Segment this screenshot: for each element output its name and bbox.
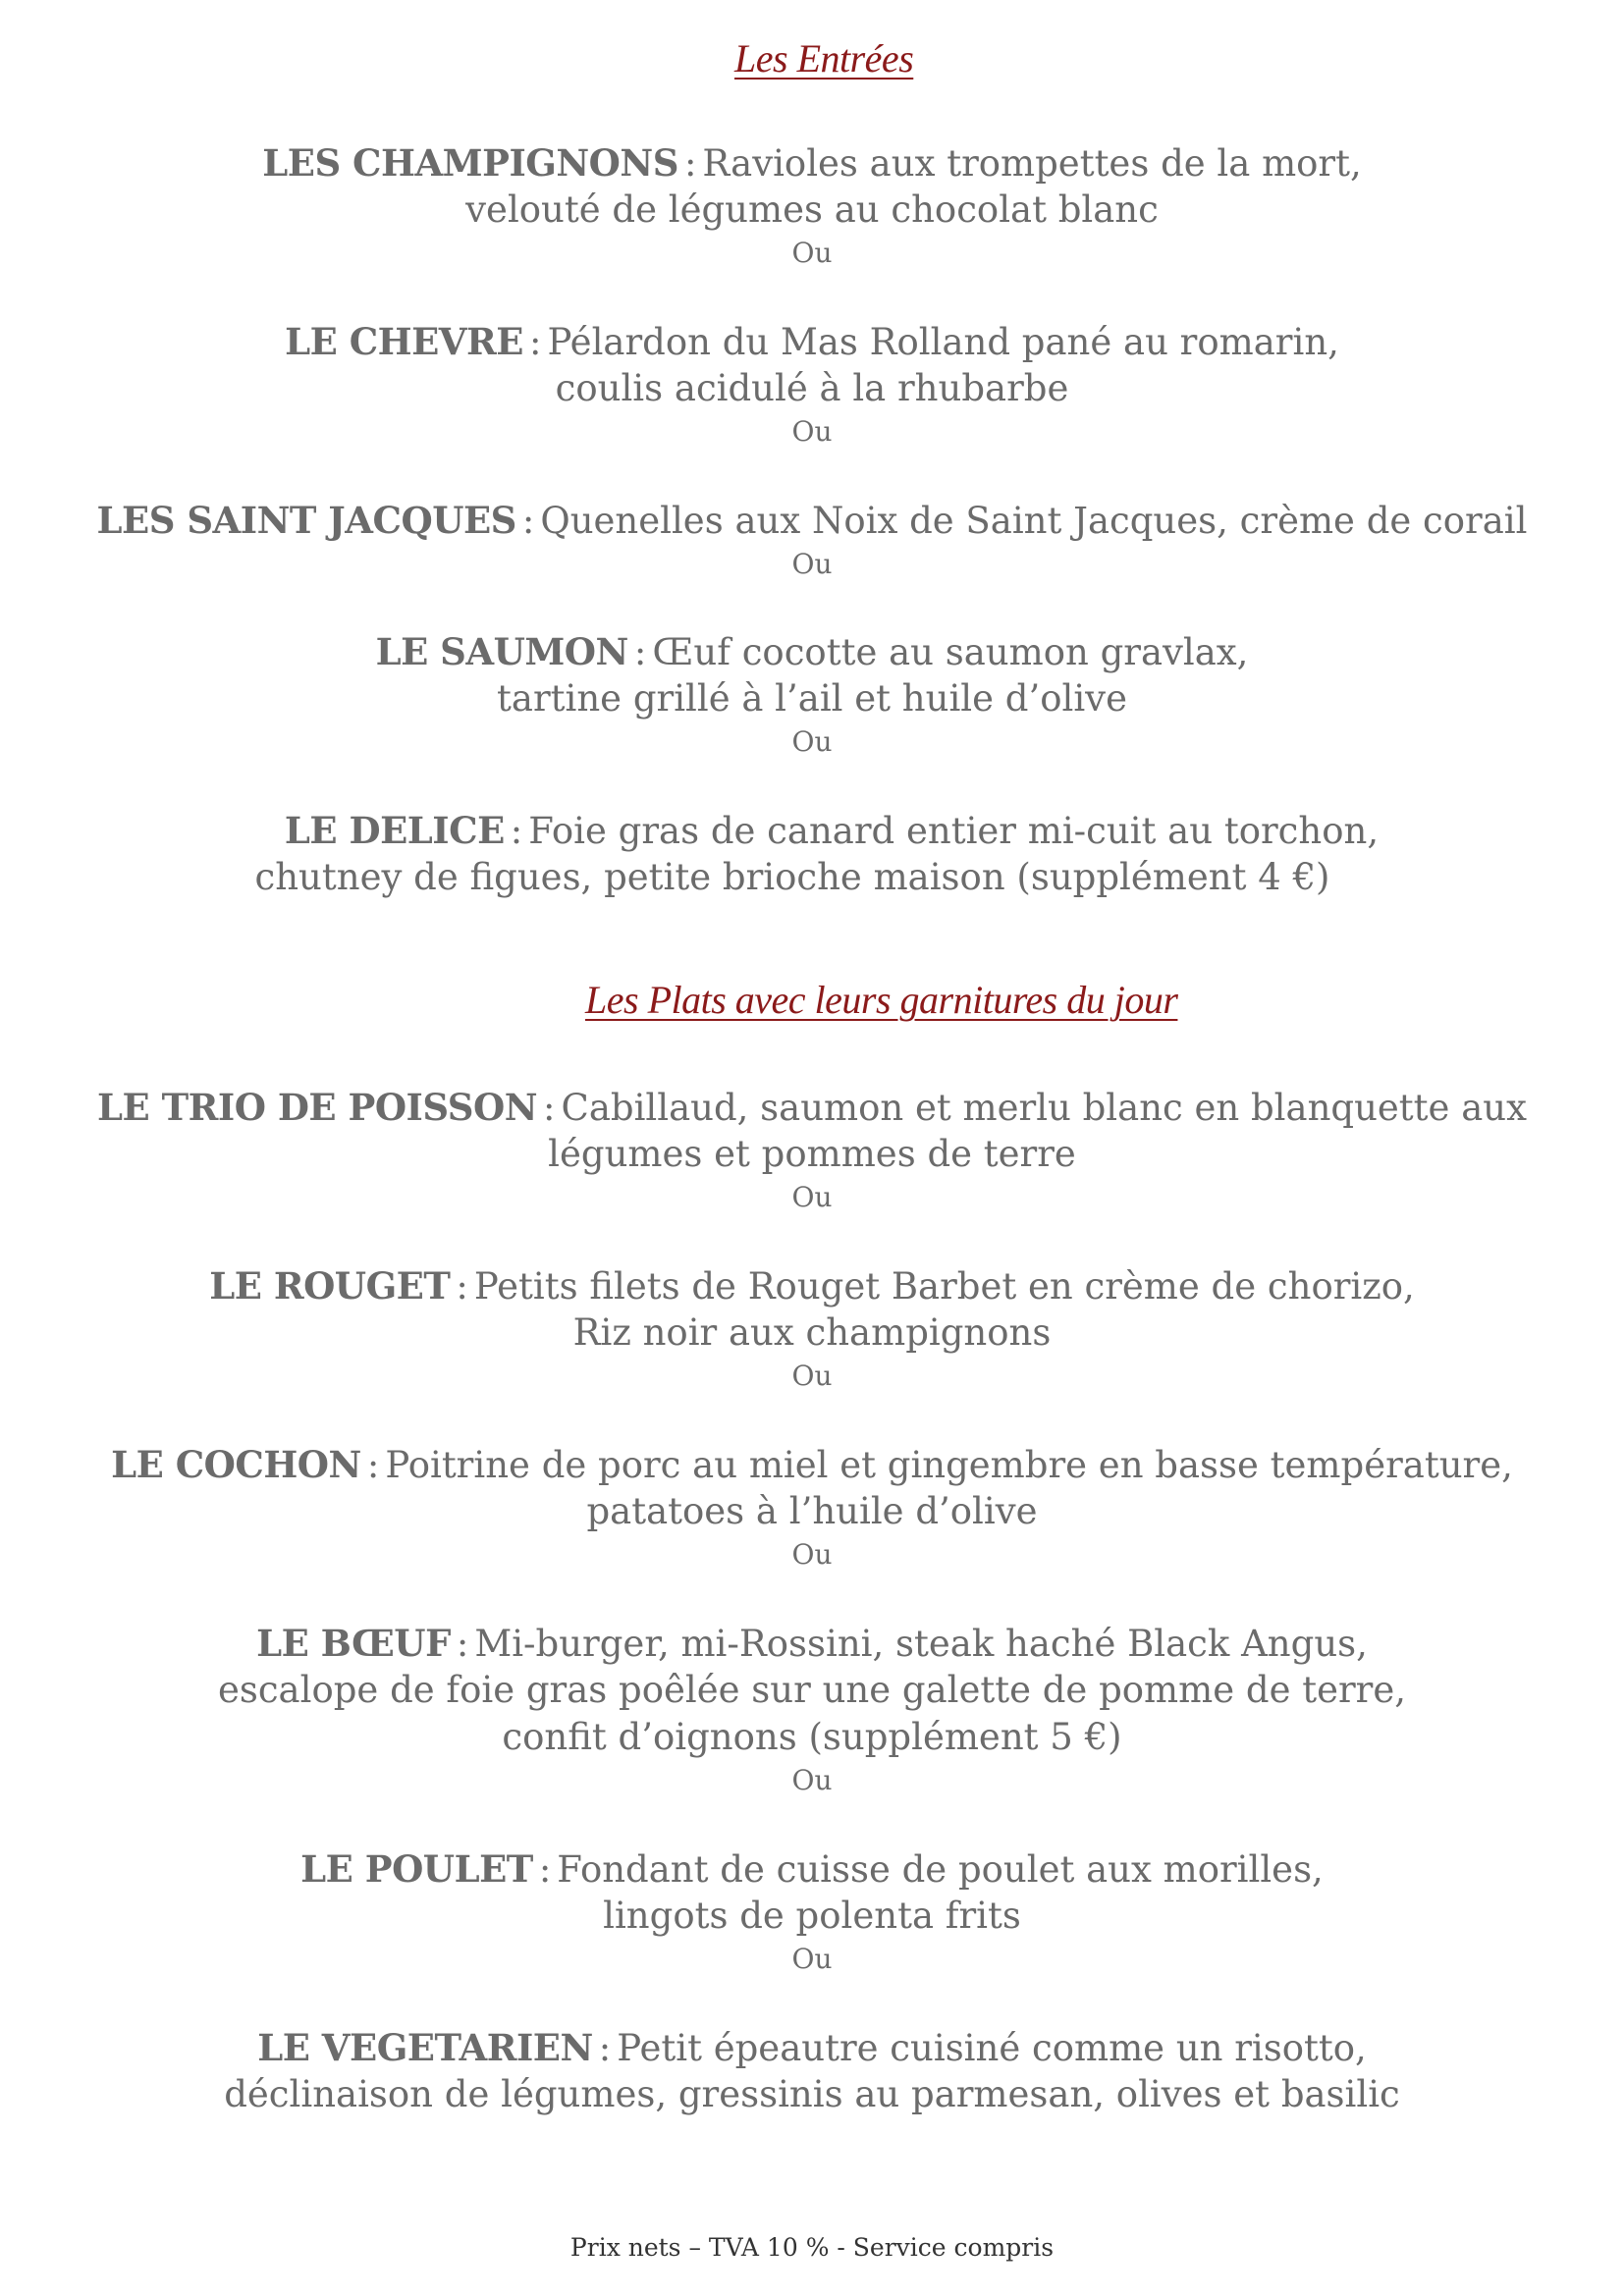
dish-description: Ravioles aux trompettes de la mort, bbox=[702, 142, 1362, 185]
entree-chevre bbox=[0, 318, 1624, 366]
dish-description: Foie gras de canard entier mi-cuit au torchon, bbox=[528, 810, 1380, 852]
dish-name: LE DELICE bbox=[284, 809, 505, 852]
dish-description-line: patatoes à l’huile d’olive bbox=[586, 1490, 1038, 1532]
dish-name: LES SAINT JACQUES bbox=[96, 499, 516, 542]
dish-description: Œuf cocotte au saumon gravlax, bbox=[652, 631, 1249, 673]
entree-champignons bbox=[0, 139, 1624, 187]
dish-description-line: Riz noir aux champignons bbox=[572, 1311, 1052, 1354]
dish-description: Quenelles aux Noix de Saint Jacques, crème de corail bbox=[540, 500, 1528, 542]
dish-name: LES CHAMPIGNONS bbox=[262, 141, 678, 185]
separator: : bbox=[543, 1087, 556, 1129]
dish-description: Petit épeautre cuisiné comme un risotto, bbox=[617, 2027, 1367, 2069]
dish-description: Pélardon du Mas Rolland pané au romarin, bbox=[547, 321, 1339, 363]
separator: : bbox=[598, 2027, 612, 2069]
dish-description-line: escalope de foie gras poêlée sur une galette de pomme de terre, bbox=[217, 1669, 1407, 1711]
dish-description: Cabillaud, saumon et merlu blanc en blanquette aux bbox=[561, 1087, 1527, 1129]
or-separator: Ou bbox=[791, 1538, 833, 1571]
entree-saint-jacques bbox=[0, 497, 1624, 545]
entrees-heading: Les Entrées bbox=[734, 36, 914, 80]
separator: : bbox=[456, 1265, 468, 1308]
dish-name: LE SAUMON bbox=[375, 630, 628, 673]
or-separator: Ou bbox=[791, 725, 833, 758]
dish-description: Fondant de cuisse de poulet aux morilles, bbox=[557, 1848, 1324, 1891]
or-separator: Ou bbox=[791, 548, 833, 580]
separator: : bbox=[633, 631, 647, 673]
dish-name: LE ROUGET bbox=[209, 1264, 451, 1308]
plat-rouget bbox=[0, 1262, 1624, 1310]
or-separator: Ou bbox=[791, 237, 833, 269]
dish-description: Petits filets de Rouget Barbet en crème de chorizo, bbox=[473, 1265, 1415, 1308]
dish-description-line: confit d’oignons (supplément 5 €) bbox=[502, 1716, 1122, 1758]
dish-description-line: lingots de polenta frits bbox=[603, 1895, 1021, 1937]
plat-boeuf bbox=[0, 1620, 1624, 1668]
dish-description-line: velouté de légumes au chocolat blanc bbox=[465, 188, 1159, 231]
plat-vegetarien bbox=[0, 2024, 1624, 2072]
dish-description-line: déclinaison de légumes, gressinis au parmesan, olives et basilic bbox=[224, 2073, 1400, 2115]
dish-description-line: tartine grillé à l’ail et huile d’olive bbox=[497, 677, 1127, 720]
or-separator: Ou bbox=[791, 1943, 833, 1975]
dish-name: LE BŒUF bbox=[256, 1622, 451, 1665]
or-separator: Ou bbox=[791, 415, 833, 448]
or-separator: Ou bbox=[791, 1360, 833, 1392]
separator: : bbox=[366, 1444, 380, 1486]
dish-description: Mi-burger, mi-Rossini, steak haché Black Angus, bbox=[474, 1623, 1368, 1665]
or-separator: Ou bbox=[791, 1764, 833, 1796]
separator: : bbox=[510, 810, 523, 852]
separator: : bbox=[683, 142, 697, 185]
dish-name: LE COCHON bbox=[111, 1443, 361, 1486]
dish-name: LE CHEVRE bbox=[285, 320, 523, 363]
dish-name: LE POULET bbox=[300, 1847, 533, 1891]
plat-trio-de-poisson bbox=[0, 1084, 1624, 1132]
separator: : bbox=[538, 1848, 552, 1891]
dish-description-line: chutney de figues, petite brioche maison (supplément 4 €) bbox=[254, 856, 1330, 898]
dish-description: Poitrine de porc au miel et gingembre en basse température, bbox=[385, 1444, 1513, 1486]
dish-description-line: légumes et pommes de terre bbox=[548, 1133, 1076, 1175]
dish-name: LE TRIO DE POISSON bbox=[97, 1086, 538, 1129]
price-footer: Prix nets – TVA 10 % - Service compris bbox=[569, 2233, 1055, 2262]
separator: : bbox=[528, 321, 542, 363]
separator: : bbox=[456, 1623, 469, 1665]
entree-delice bbox=[0, 807, 1624, 855]
or-separator: Ou bbox=[791, 1181, 833, 1213]
entree-saumon bbox=[0, 628, 1624, 676]
separator: : bbox=[521, 500, 535, 542]
dish-description-line: coulis acidulé à la rhubarbe bbox=[555, 367, 1069, 409]
dish-name: LE VEGETARIEN bbox=[257, 2026, 593, 2069]
plats-heading: Les Plats avec leurs garnitures du jour bbox=[585, 978, 1178, 1022]
plat-cochon bbox=[0, 1441, 1624, 1489]
plat-poulet bbox=[0, 1845, 1624, 1894]
